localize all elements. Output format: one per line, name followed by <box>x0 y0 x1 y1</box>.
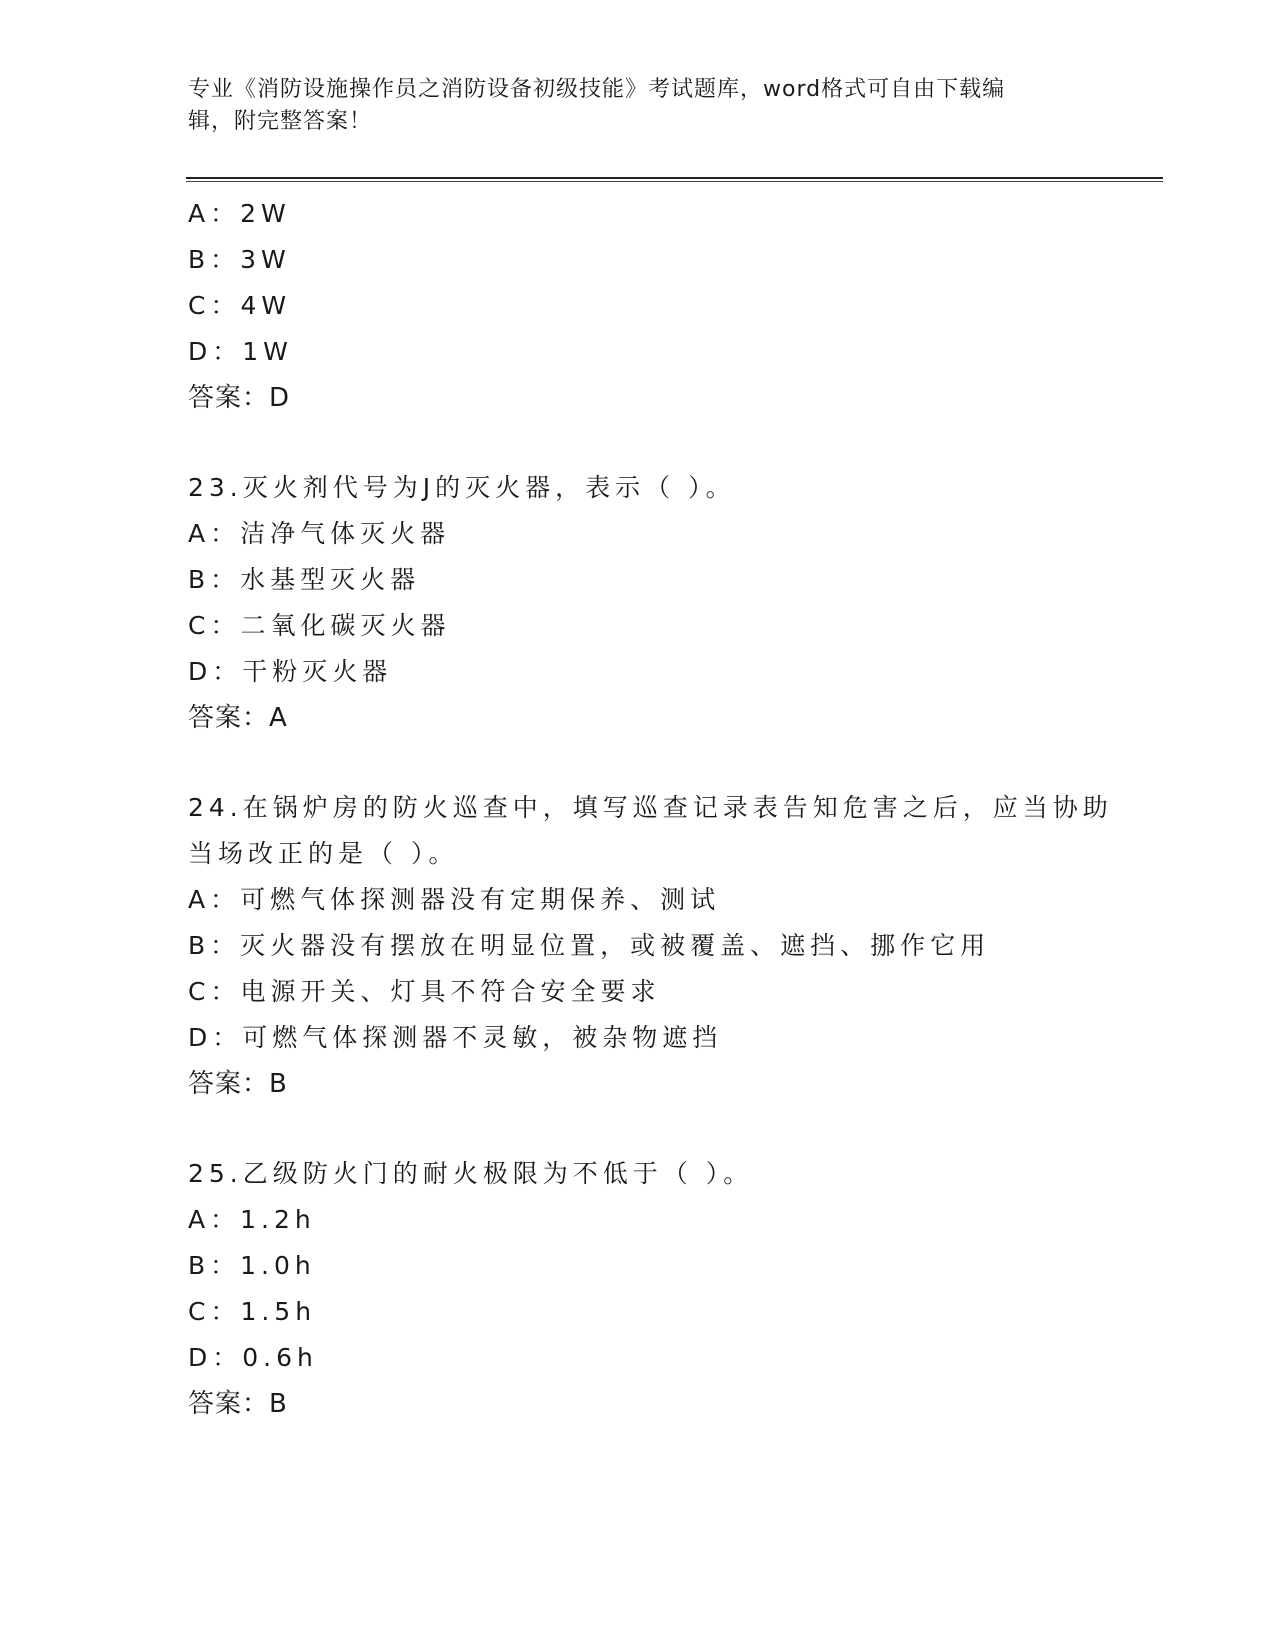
option-c: C：4W <box>188 291 292 320</box>
option-c: C：电源开关、灯具不符合安全要求 <box>188 977 661 1006</box>
question-stem-line-1: 24.在锅炉房的防火巡查中，填写巡查记录表告知危害之后，应当协助 <box>188 793 1113 822</box>
option-a: A：1.2h <box>188 1205 316 1234</box>
header-divider <box>186 177 1163 183</box>
option-d: D：干粉灭火器 <box>188 657 393 686</box>
option-b: B：3W <box>188 245 291 274</box>
question-23 <box>188 465 1138 741</box>
option-a: A：洁净气体灭火器 <box>188 519 451 548</box>
question-list <box>188 191 1138 1427</box>
option-b: B：1.0h <box>188 1251 316 1280</box>
option-d: D：1W <box>188 337 293 366</box>
question-stem: 23.灭火剂代号为J的灭火器，表示（ ）。 <box>188 473 736 502</box>
option-a: A：2W <box>188 199 291 228</box>
question-22 <box>188 191 1138 421</box>
question-stem-line-2: 当场改正的是（ ）。 <box>188 839 459 868</box>
answer: 答案：B <box>188 1069 288 1099</box>
option-d: D：可燃气体探测器不灵敏，被杂物遮挡 <box>188 1023 723 1052</box>
answer: 答案：D <box>188 383 291 413</box>
option-d: D：0.6h <box>188 1343 318 1372</box>
question-24 <box>188 785 1138 1107</box>
option-c: C：1.5h <box>188 1297 317 1326</box>
document-header <box>188 74 1088 138</box>
answer: 答案：B <box>188 1389 288 1419</box>
question-stem: 25.乙级防火门的耐火极限为不低于（ ）。 <box>188 1159 754 1188</box>
option-b: B：灭火器没有摆放在明显位置，或被覆盖、遮挡、挪作它用 <box>188 931 991 960</box>
header-line-2: 辑，附完整答案！ <box>188 109 373 134</box>
header-line-1: 专业《消防设施操作员之消防设备初级技能》考试题库，word格式可自由下载编 <box>188 77 1006 102</box>
option-c: C：二氧化碳灭火器 <box>188 611 451 640</box>
option-b: B：水基型灭火器 <box>188 565 421 594</box>
option-a: A：可燃气体探测器没有定期保养、测试 <box>188 885 721 914</box>
question-25 <box>188 1151 1138 1427</box>
answer: 答案：A <box>188 703 288 733</box>
